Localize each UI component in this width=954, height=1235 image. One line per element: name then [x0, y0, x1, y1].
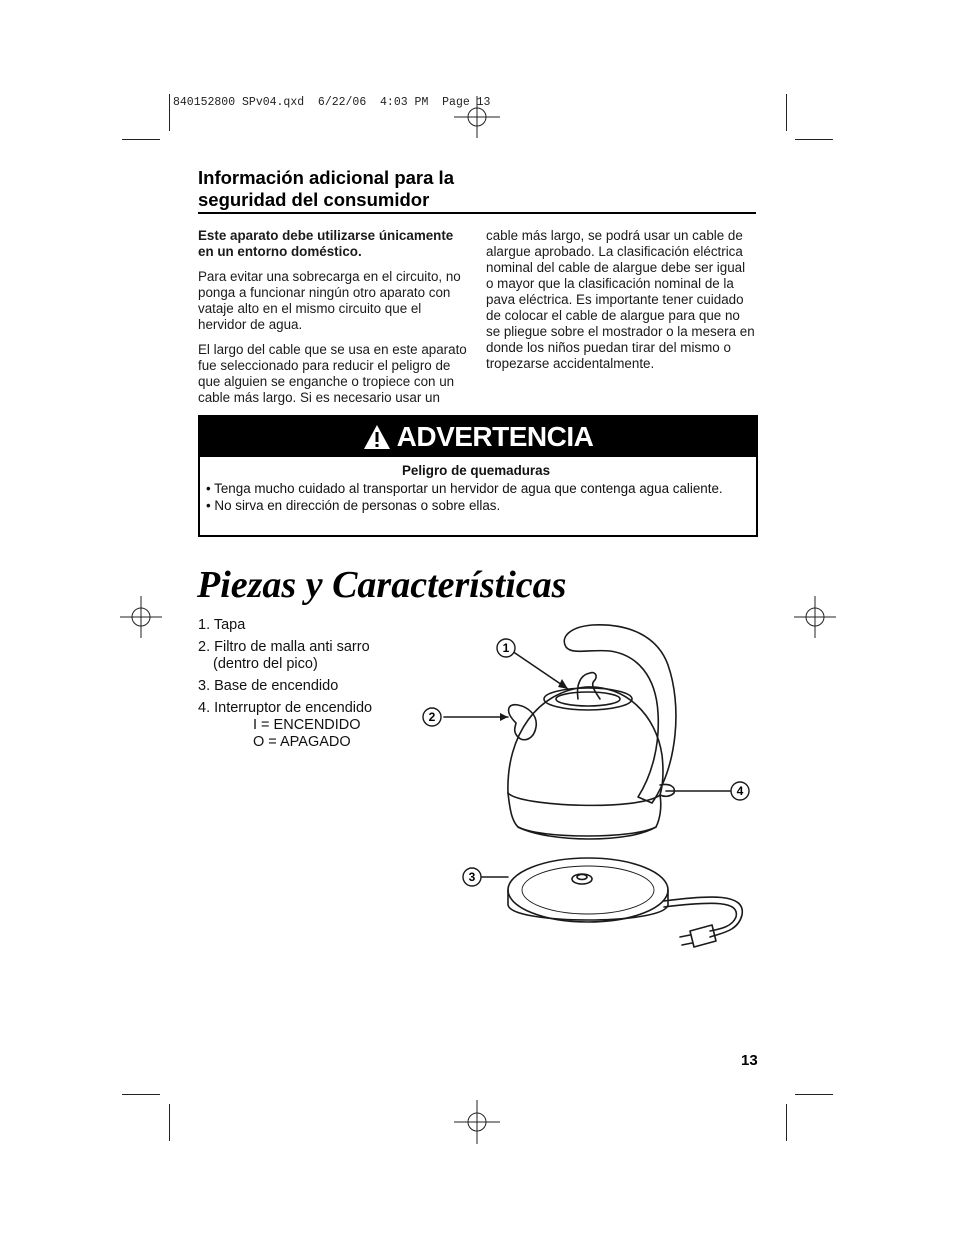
list-item [198, 639, 418, 673]
crop-mark [795, 1094, 833, 1095]
warning-body [206, 463, 746, 515]
callout-label: 1 [502, 641, 510, 655]
section-title-line: Información adicional para la [198, 167, 454, 188]
registration-mark-icon [454, 96, 500, 142]
circuit-overload-paragraph: Para evitar una sobrecarga en el circuito, no ponga a funcionar ningún otro aparato con vataje alto en el mismo circuito que el hervidor de agua. [198, 269, 461, 332]
list-item [198, 617, 418, 634]
callout-label: 4 [736, 784, 744, 798]
crop-mark [786, 94, 787, 131]
page-title: Piezas y Características [197, 564, 567, 606]
warning-box [198, 415, 758, 537]
extension-cord-paragraph: cable más largo, se podrá usar un cable de alargue aprobado. La clasificación eléctrica nominal del cable de alargue debe ser igual o mayor que la clasificación nominal de la pava eléctrica. Es importante tener cuidado de colocar el cable de alargue para que no se pliegue sobre el mostrador o la mesera en donde los niños puedan tirar del mismo o tropezarse accidentalmente. [486, 228, 755, 371]
callout-label: 2 [428, 710, 436, 724]
kettle-illustration [420, 615, 760, 960]
parts-list [198, 617, 418, 756]
part-label: 4. Interruptor de encendido [198, 700, 373, 716]
crop-mark [122, 1094, 160, 1095]
title-divider [198, 212, 756, 214]
list-item [198, 678, 418, 695]
part-label: 3. Base de encendido [198, 678, 339, 694]
crop-mark [169, 94, 170, 131]
kettle-body [508, 687, 663, 795]
crop-mark [122, 139, 160, 140]
callout-label: 3 [468, 870, 476, 884]
part-label: 2. Filtro de malla anti sarro [198, 639, 370, 655]
warning-header [200, 417, 756, 457]
page-number: 13 [741, 1052, 758, 1069]
registration-mark-icon [454, 1100, 500, 1146]
part-label: 1. Tapa [198, 617, 246, 633]
section-title [198, 167, 758, 211]
crop-mark [795, 139, 833, 140]
part-detail: O = APAGADO [253, 734, 351, 750]
domestic-use-notice: Este aparato debe utilizarse únicamente en un entorno doméstico. [198, 228, 454, 259]
part-detail: I = ENCENDIDO [253, 717, 361, 733]
crop-mark [169, 1104, 170, 1141]
warning-triangle-icon [363, 424, 391, 450]
right-column [486, 228, 756, 381]
left-column [198, 228, 468, 415]
kettle-handle [564, 625, 676, 803]
power-base [508, 858, 668, 922]
section-title-line: seguridad del consumidor [198, 189, 430, 210]
registration-mark-icon [794, 596, 836, 638]
list-item [198, 700, 418, 751]
lid-knob [578, 673, 601, 699]
warning-item: • Tenga mucho cuidado al transportar un hervidor de agua que contenga agua caliente. [206, 481, 723, 496]
crop-mark [786, 1104, 787, 1141]
registration-mark-icon [120, 596, 162, 638]
warning-item: • No sirva en dirección de personas o sobre ellas. [206, 498, 501, 513]
part-detail: (dentro del pico) [213, 656, 318, 672]
printer-slug: 840152800 SPv04.qxd 6/22/06 4:03 PM Page 13 [173, 96, 491, 109]
warning-subhead: Peligro de quemaduras [401, 463, 551, 478]
warning-title: ADVERTENCIA [396, 421, 594, 452]
cord-length-paragraph: El largo del cable que se usa en este aparato fue seleccionado para reducir el peligro de que alguien se enganche o tropiece con un cable más largo. Si es necesario usar un [198, 342, 467, 405]
kettle-spout [509, 705, 537, 740]
